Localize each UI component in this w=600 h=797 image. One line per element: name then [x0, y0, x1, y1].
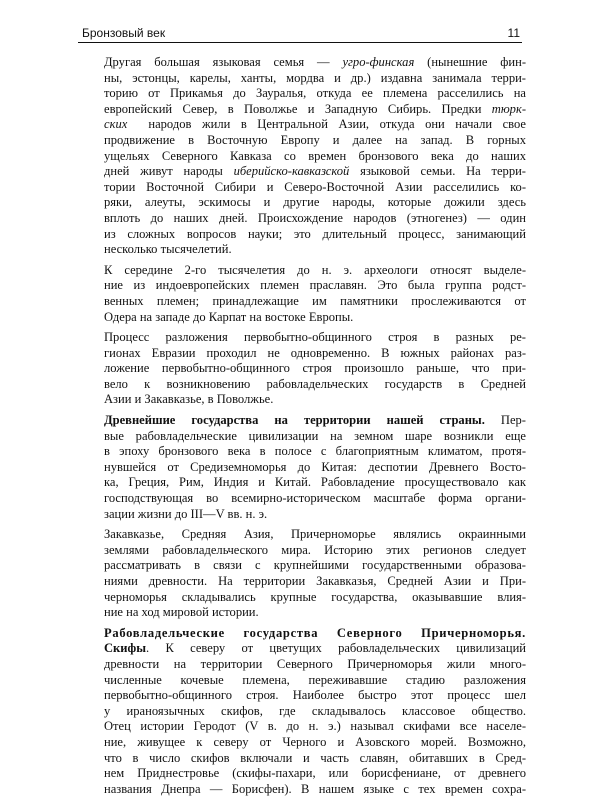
text-line: ние на ход мировой истории. [104, 605, 259, 620]
text-line: названия Днепра — Борисфен). В нашем языке с тех времен сохра- [104, 781, 526, 796]
text-line: Скифы. К северу от цветущих рабовладельческих цивилизаций [104, 641, 526, 656]
text-line: нем Приднестровье (скифы-пахари, или борисфениане, от древнего [104, 766, 526, 781]
text-line: что в число скифов включали и часть славян, обитавших в Сред- [104, 750, 526, 765]
text-line: вые рабовладельческие цивилизации на земном шаре возникли еще [104, 428, 526, 443]
text-line: рассматривать в связи с крупнейшими государственными образова- [104, 558, 526, 573]
paragraph-proto-slavs [82, 263, 526, 325]
text-line: Одера на западе до Карпат на востоке Европы. [104, 309, 354, 324]
text-line: ряки, алеуты, эскимосы и другие народы, которые дожили здесь [104, 195, 526, 210]
running-title: Бронзовый век [82, 26, 166, 40]
text-line: вплоть до наших дней. Происхождение народов (этногенез) — один [104, 210, 526, 225]
text-line: Другая большая языковая семья — угро-финская (нынешние фин- [104, 55, 526, 69]
text-line: ны, эстонцы, карелы, ханты, мордва и др.) издавна занимала терри- [104, 70, 526, 85]
text-line: в эпоху бронзового века в полосе с благоприятным климатом, протя- [104, 444, 526, 459]
text-line: нувшейся от Средиземноморья до Китая: деспотии Древнего Восто- [104, 459, 526, 474]
text-line: Отец истории Геродот (V в. до н. э.) называл скифами все населе- [104, 719, 526, 734]
text-line: ущельях Северного Кавказа со времен бронзового века до наших [104, 148, 526, 163]
text-line: из сложных вопросов науки; это длительный процесс, занимающий [104, 226, 526, 241]
text-line: гионах Евразии проходил не одновременно. В южных районах раз- [104, 345, 526, 360]
text-line: ниями древности. На территории Закавказья, Средней Азии и При- [104, 574, 526, 588]
text-line: ских народов жили в Центральной Азии, откуда они начали свое [104, 117, 526, 132]
text-line: ка, Греция, Рим, Индия и Китай. Рабовладение просуществовало как [104, 475, 526, 490]
text-line: первобытно-общинного строя. Наиболее быстро этот процесс шел [104, 688, 526, 703]
text-line: у ираноязычных скифов, где складывалось классовое общество. [104, 703, 526, 718]
text-line: древности на территории Северного Причерноморья жили много- [104, 656, 526, 671]
header-rule [78, 42, 522, 43]
text-line: ние из индоевропейских племен праславян. Это была группа родст- [104, 278, 526, 293]
text-line: землями рабовладельческого мира. Историю этих регионов следует [104, 542, 526, 557]
page-header [78, 24, 522, 42]
paragraph-scythians [82, 626, 526, 797]
text-line: К середине 2-го тысячелетия до н. э. археологи относят выделе- [104, 262, 526, 277]
text-line: Процесс разложения первобытно-общинного строя в разных ре- [104, 330, 526, 345]
text-line: несколько тысячелетий. [104, 242, 232, 257]
text-line: тории Восточной Сибири и Северо-Восточной Азии расселились ко- [104, 179, 526, 194]
text-line: черноморья складывались крупные государства, оказывавшие влия- [104, 589, 526, 604]
paragraph-decomposition [82, 330, 526, 408]
page-number: 11 [507, 26, 520, 40]
text-line: Древнейшие государства на территории нашей страны. Пер- [104, 413, 526, 428]
paragraph-ethnic-groups [82, 55, 526, 258]
text-line: европейский Север, в Поволжье и Западную Сибирь. Предки тюрк- [104, 101, 526, 116]
text-line: зации жизни до III—V вв. н. э. [104, 506, 268, 521]
paragraph-ancient-states [82, 413, 526, 522]
text-line: Рабовладельческие государства Северного Причерноморья. [104, 625, 526, 640]
text-line: торию от Прикамья до Зауралья, откуда ее племена расселились на [104, 86, 526, 101]
paragraph-periphery [82, 527, 526, 621]
text-line: дней живут народы иберийско-кавказской языковой семьи. На терри- [104, 164, 526, 179]
text-line: численные кочевые племена, переживавшие стадию разложения [104, 672, 526, 687]
text-line: вело к возникновению рабовладельческих государств в Средней [104, 376, 526, 391]
text-line: Азии и Закавказье, в Поволжье. [104, 392, 274, 407]
page-body [82, 55, 526, 797]
text-line: венных племен; принадлежащие им памятники прослеживаются от [104, 293, 526, 308]
text-line: продвижение в Восточную Европу и далее на запад. В горных [104, 132, 526, 147]
text-line: ние, живущее к северу от Черного и Азовского морей. Возможно, [104, 734, 526, 749]
text-line: Закавказье, Средняя Азия, Причерноморье являлись окраинными [104, 527, 526, 542]
text-line: ложение первобытно-общинного строя произошло раньше, что при- [104, 361, 526, 376]
text-line: господствующая во всемирно-историческом масштабе форма органи- [104, 491, 526, 506]
